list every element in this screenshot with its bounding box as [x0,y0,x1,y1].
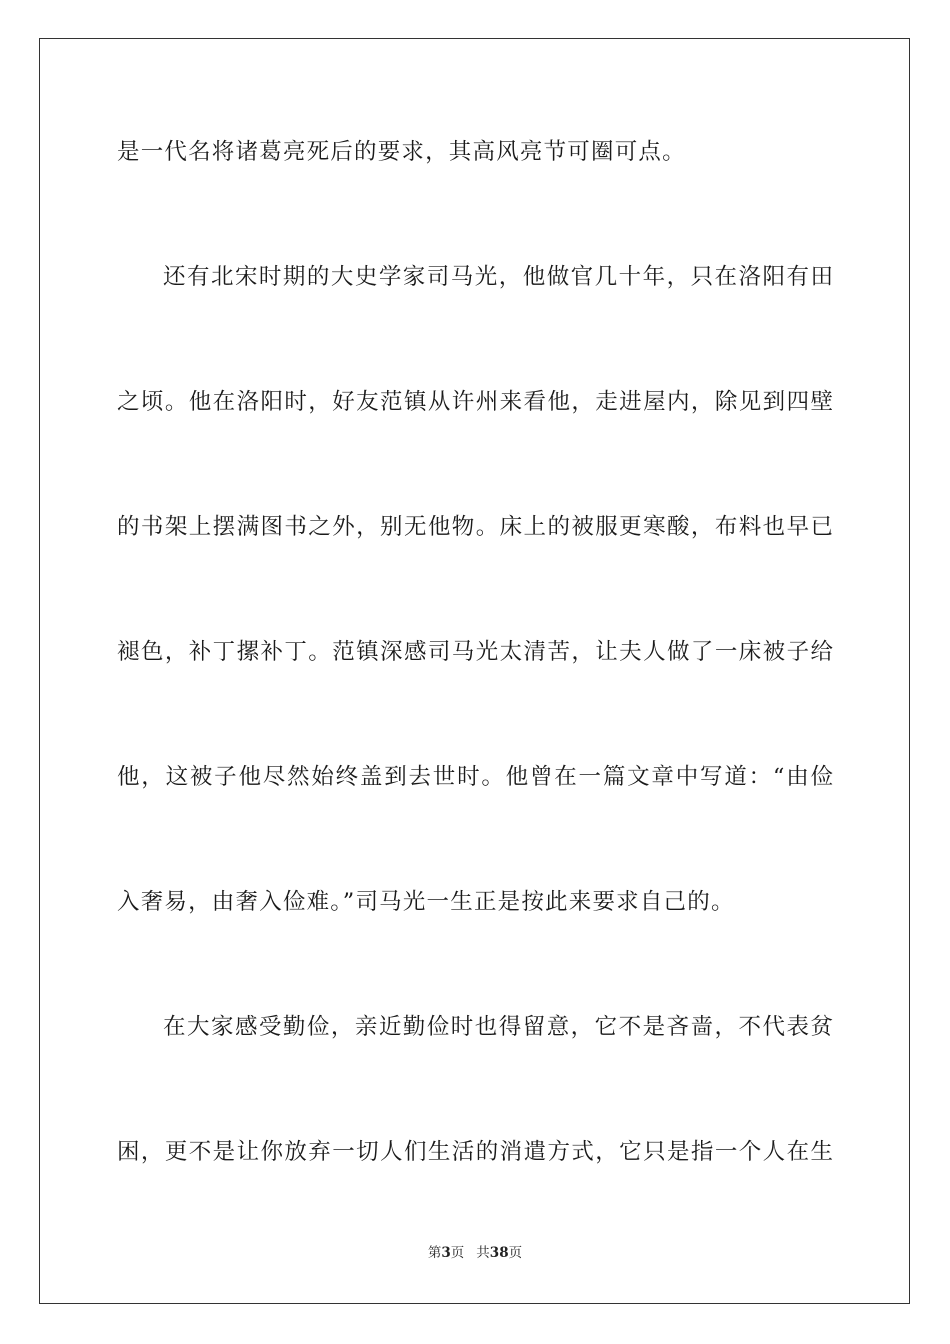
page-number: 3 [441,1245,451,1261]
text-line-6: 他，这被子他尽然始终盖到去世时。他曾在一篇文章中写道：“由俭 [117,764,833,790]
page-prefix: 第 [427,1245,442,1261]
page-suffix: 页 [450,1245,465,1261]
text-line-5: 褪色，补丁摞补丁。范镇深感司马光太清苦，让夫人做了一床被子给 [117,639,833,665]
text-line-4: 的书架上摆满图书之外，别无他物。床上的被服更寒酸，布料也早已 [117,514,833,540]
text-line-3: 之顷。他在洛阳时，好友范镇从许州来看他，走进屋内，除见到四壁 [117,389,833,415]
text-line-7: 入奢易，由奢入俭难。”司马光一生正是按此来要求自己的。 [117,889,735,915]
page-border [39,38,910,1304]
text-line-8: 在大家感受勤俭，亲近勤俭时也得留意，它不是吝啬，不代表贫 [163,1014,833,1040]
text-line-2: 还有北宋时期的大史学家司马光，他做官几十年，只在洛阳有田 [163,264,833,290]
total-prefix: 共 [476,1245,490,1261]
page-footer [0,1244,950,1262]
text-line-1: 是一代名将诸葛亮死后的要求，其高风亮节可圈可点。 [117,139,686,165]
total-suffix: 页 [508,1245,523,1261]
total-pages: 38 [489,1245,509,1261]
text-line-9: 困，更不是让你放弃一切人们生活的消遣方式，它只是指一个人在生 [117,1139,833,1165]
